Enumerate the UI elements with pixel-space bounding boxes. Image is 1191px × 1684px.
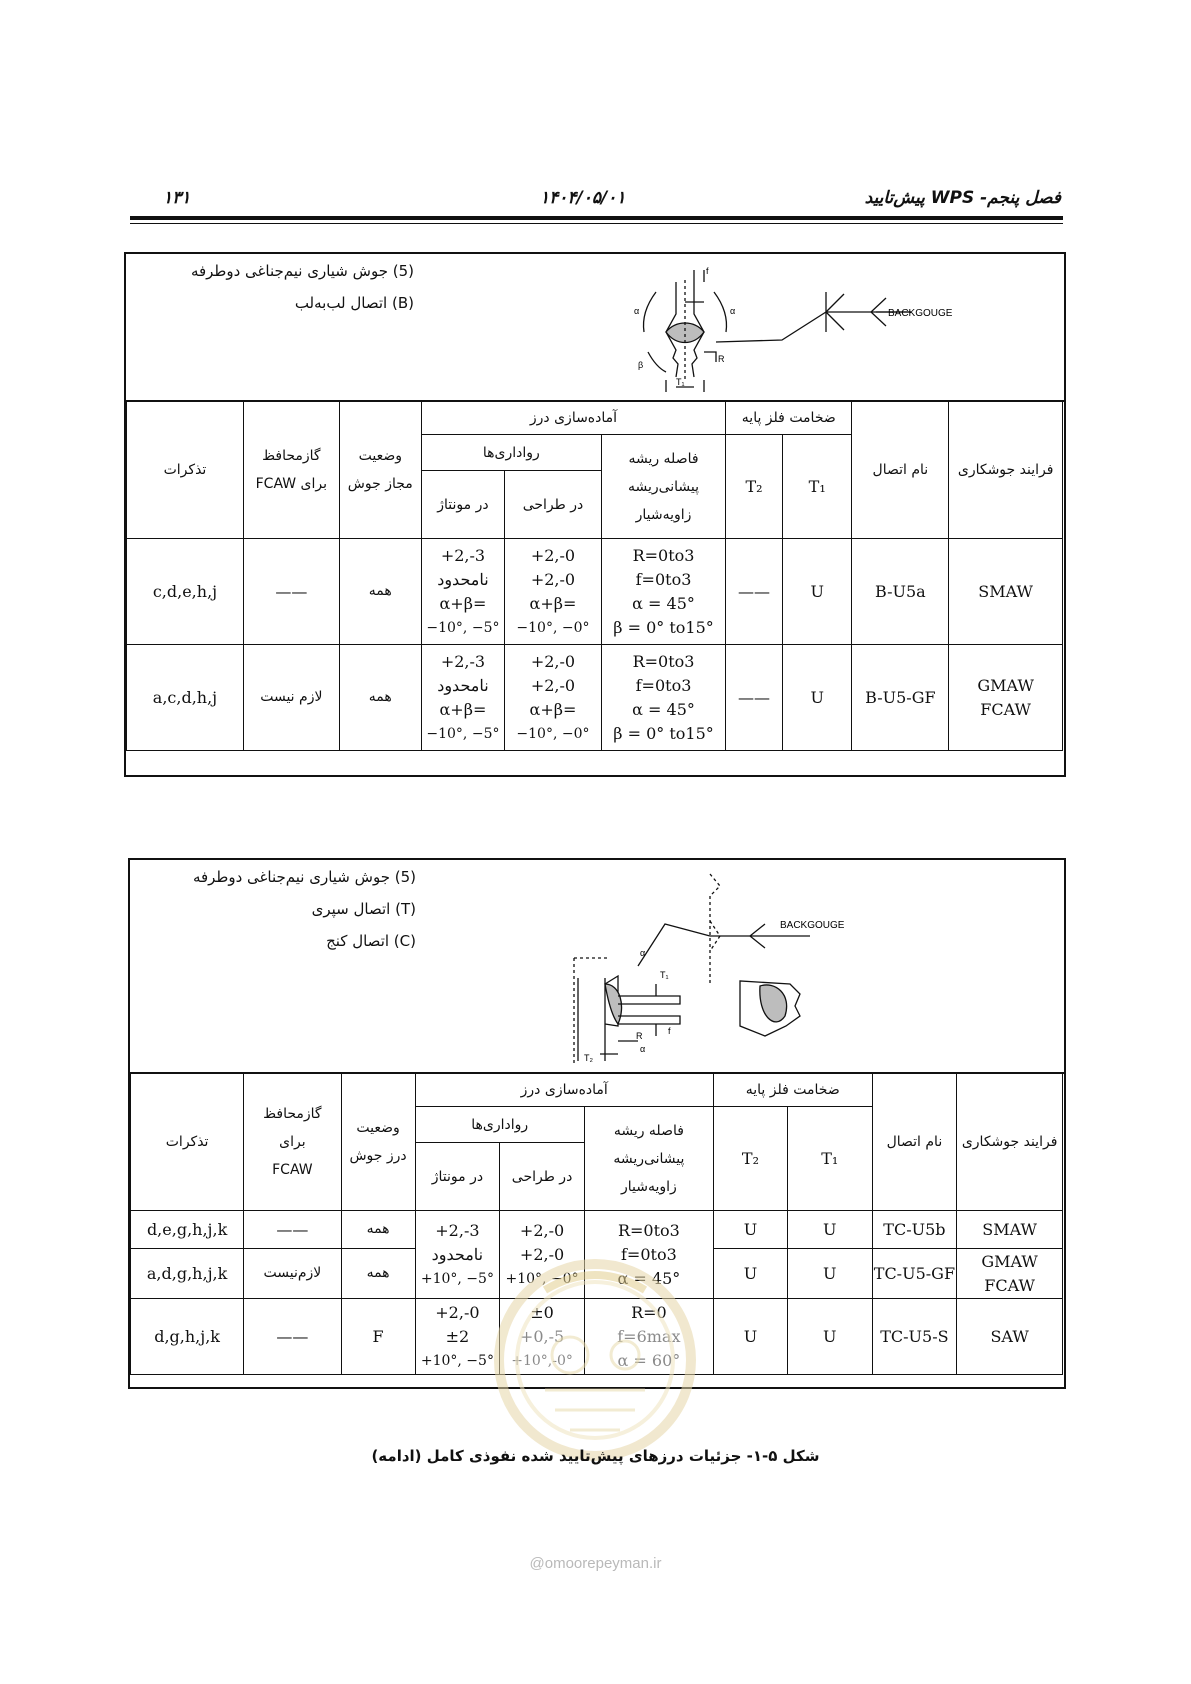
gas-cell: —— [244, 1299, 341, 1375]
notes-cell: c,d,e,h,j [127, 539, 244, 645]
as-fitup-cell: +2,-3 نامحدود α+β= −10°, −5° [421, 539, 504, 645]
beta-label: β [638, 360, 644, 370]
header-rule-thin [130, 223, 1063, 224]
t1-cell: U [782, 539, 851, 645]
as-fitup-cell: +2,-0 ±2 +10°, −5° [415, 1299, 500, 1375]
process-cell: SAW [957, 1299, 1063, 1375]
gas-cell: لازم نیست [243, 645, 339, 751]
joint-sketch-area [130, 860, 1064, 1074]
t2-cell: —— [726, 539, 783, 645]
prep-cell: R=0to3 f=0to3 α = 45° β = 0° to15° [601, 645, 725, 751]
t1-cell: U [782, 645, 851, 751]
t2-cell: —— [726, 645, 783, 751]
as-detailed-cell: ±0 +0,-5 +10°,-0° [500, 1299, 585, 1375]
gas-cell: —— [243, 539, 339, 645]
as-detailed-cell: +2,-0 +2,-0 +10°, −0° [500, 1211, 585, 1299]
thickness-label: T₂ [584, 1053, 593, 1063]
header-tolerances: رواداری‌ها [421, 435, 601, 471]
joint-titles [156, 868, 416, 964]
header-as-fitup: در مونتاژ [415, 1143, 500, 1211]
backgouge-label: BACKGOUGE [888, 308, 953, 319]
notes-cell: d,g,h,j,k [131, 1299, 244, 1375]
joint-sketch-area [126, 254, 1064, 402]
process-cell: GMAW FCAW [957, 1249, 1063, 1299]
position-cell: همه [339, 645, 421, 751]
t2-cell: U [713, 1211, 787, 1249]
header-base-metal-thickness: ضخامت فلز پایه [726, 401, 852, 435]
process-cell: SMAW [949, 539, 1063, 645]
t2-cell: U [713, 1249, 787, 1299]
notes-cell: a,d,g,h,j,k [131, 1249, 244, 1299]
as-fitup-cell: +2,-3 نامحدود +10°, −5° [415, 1211, 500, 1299]
joint-cell: TC-U5-GF [872, 1249, 957, 1299]
header-as-fitup: در مونتاژ [421, 471, 504, 539]
watermark-text: @omoorepeyman.ir [529, 1555, 662, 1572]
process-cell: GMAW FCAW [949, 645, 1063, 751]
joint-cell: B-U5-GF [852, 645, 949, 751]
table-row [127, 539, 1063, 645]
backgouge-label: BACKGOUGE [780, 920, 845, 931]
page-number: ۱۳۱ [163, 188, 191, 208]
root-opening-label: R [718, 354, 725, 364]
joint-titles [154, 262, 414, 326]
header-t1: T₁ [787, 1107, 872, 1211]
joint-type-title: (5) جوش شیاری نیم‌جناغی دوطرفه [190, 262, 414, 280]
t1-cell: U [787, 1249, 872, 1299]
process-cell: SMAW [957, 1211, 1063, 1249]
header-notes: تذکرات [131, 1073, 244, 1211]
gas-cell: —— [244, 1211, 341, 1249]
root-face-label: f [668, 1026, 671, 1036]
chapter-title: فصل پنجم- WPS پیش‌تایید [864, 188, 1061, 208]
alpha-label: α [730, 306, 736, 316]
alpha-label: α [640, 948, 646, 958]
header-shielding-gas: گازمحافظ برای FCAW [243, 401, 339, 539]
position-cell: همه [341, 1249, 415, 1299]
header-base-metal-thickness: ضخامت فلز پایه [713, 1073, 872, 1107]
header-process: فرایند جوشکاری [957, 1073, 1063, 1211]
t1-cell: U [787, 1211, 872, 1249]
header-t2: T₂ [726, 435, 783, 539]
watermark-logo [475, 1250, 715, 1470]
weld-detail-panel-butt [124, 252, 1066, 777]
header-notes: تذکرات [127, 401, 244, 539]
position-cell: همه [341, 1211, 415, 1249]
figure-caption: شکل ۵-۱- جزئیات درزهای پیش‌تایید شده نفوذی کامل (ادامه) [371, 1447, 820, 1465]
as-fitup-cell: +2,-3 نامحدود α+β= −10°, −5° [421, 645, 504, 751]
header-t2: T₂ [713, 1107, 787, 1211]
joint-cell: TC-U5b [872, 1211, 957, 1249]
gas-cell: لازم‌نیست [244, 1249, 341, 1299]
notes-cell: a,c,d,h,j [127, 645, 244, 751]
table-row [131, 1211, 1063, 1249]
alpha-label: α [640, 1044, 646, 1054]
tee-corner-joint-diagram [560, 866, 1000, 1066]
t2-cell: U [713, 1299, 787, 1375]
root-face-label: f [706, 266, 709, 276]
as-detailed-cell: +2,-0 +2,-0 α+β= −10°, −0° [505, 539, 602, 645]
joint-config-title: (B) اتصال لب‌به‌لب [294, 294, 414, 312]
header-prep-params: فاصله ریشه پیشانی‌ریشه زاویه‌شیار [601, 435, 725, 539]
header-weld-position: وضعیت مجاز جوش [339, 401, 421, 539]
joint-cell: TC-U5-S [872, 1299, 957, 1375]
weld-data-table [126, 400, 1063, 751]
header-prep-params: فاصله ریشه پیشانی‌ریشه زاویه‌شیار [584, 1107, 713, 1211]
header-t1: T₁ [782, 435, 851, 539]
table-row [127, 645, 1063, 751]
joint-cell: B-U5a [852, 539, 949, 645]
header-weld-position: وضعیت درز جوش [341, 1073, 415, 1211]
thickness-label: T₁ [660, 970, 669, 980]
t1-cell: U [787, 1299, 872, 1375]
header-date: ۱۴۰۴/۰۵/۰۱ [540, 188, 626, 208]
prep-cell: R=0 f=6max α = 60° [584, 1299, 713, 1375]
butt-joint-diagram [526, 262, 953, 392]
as-detailed-cell: +2,-0 +2,-0 α+β= −10°, −0° [505, 645, 602, 751]
header-joint-name: نام اتصال [852, 401, 949, 539]
joint-config-title-2: (C) اتصال کنج [326, 932, 416, 950]
position-cell: F [341, 1299, 415, 1375]
header-as-detailed: در طراحی [500, 1143, 585, 1211]
prep-cell: R=0to3 f=0to3 α = 45° [584, 1211, 713, 1299]
header-shielding-gas: گازمحافظ برای FCAW [244, 1073, 341, 1211]
position-cell: همه [339, 539, 421, 645]
header-as-detailed: در طراحی [505, 471, 602, 539]
header-process: فرایند جوشکاری [949, 401, 1063, 539]
header-rule [130, 216, 1063, 220]
joint-type-title: (5) جوش شیاری نیم‌جناغی دوطرفه [192, 868, 416, 886]
header-joint-name: نام اتصال [872, 1073, 957, 1211]
header-groove-prep: آماده‌سازی درز [421, 401, 725, 435]
thickness-label: T₁ [676, 377, 685, 387]
notes-cell: d,e,g,h,j,k [131, 1211, 244, 1249]
alpha-label: α [634, 306, 640, 316]
header-tolerances: رواداری‌ها [415, 1107, 584, 1143]
joint-config-title: (T) اتصال سپری [311, 900, 416, 918]
header-groove-prep: آماده‌سازی درز [415, 1073, 713, 1107]
prep-cell: R=0to3 f=0to3 α = 45° β = 0° to15° [601, 539, 725, 645]
root-opening-label: R [636, 1031, 643, 1041]
